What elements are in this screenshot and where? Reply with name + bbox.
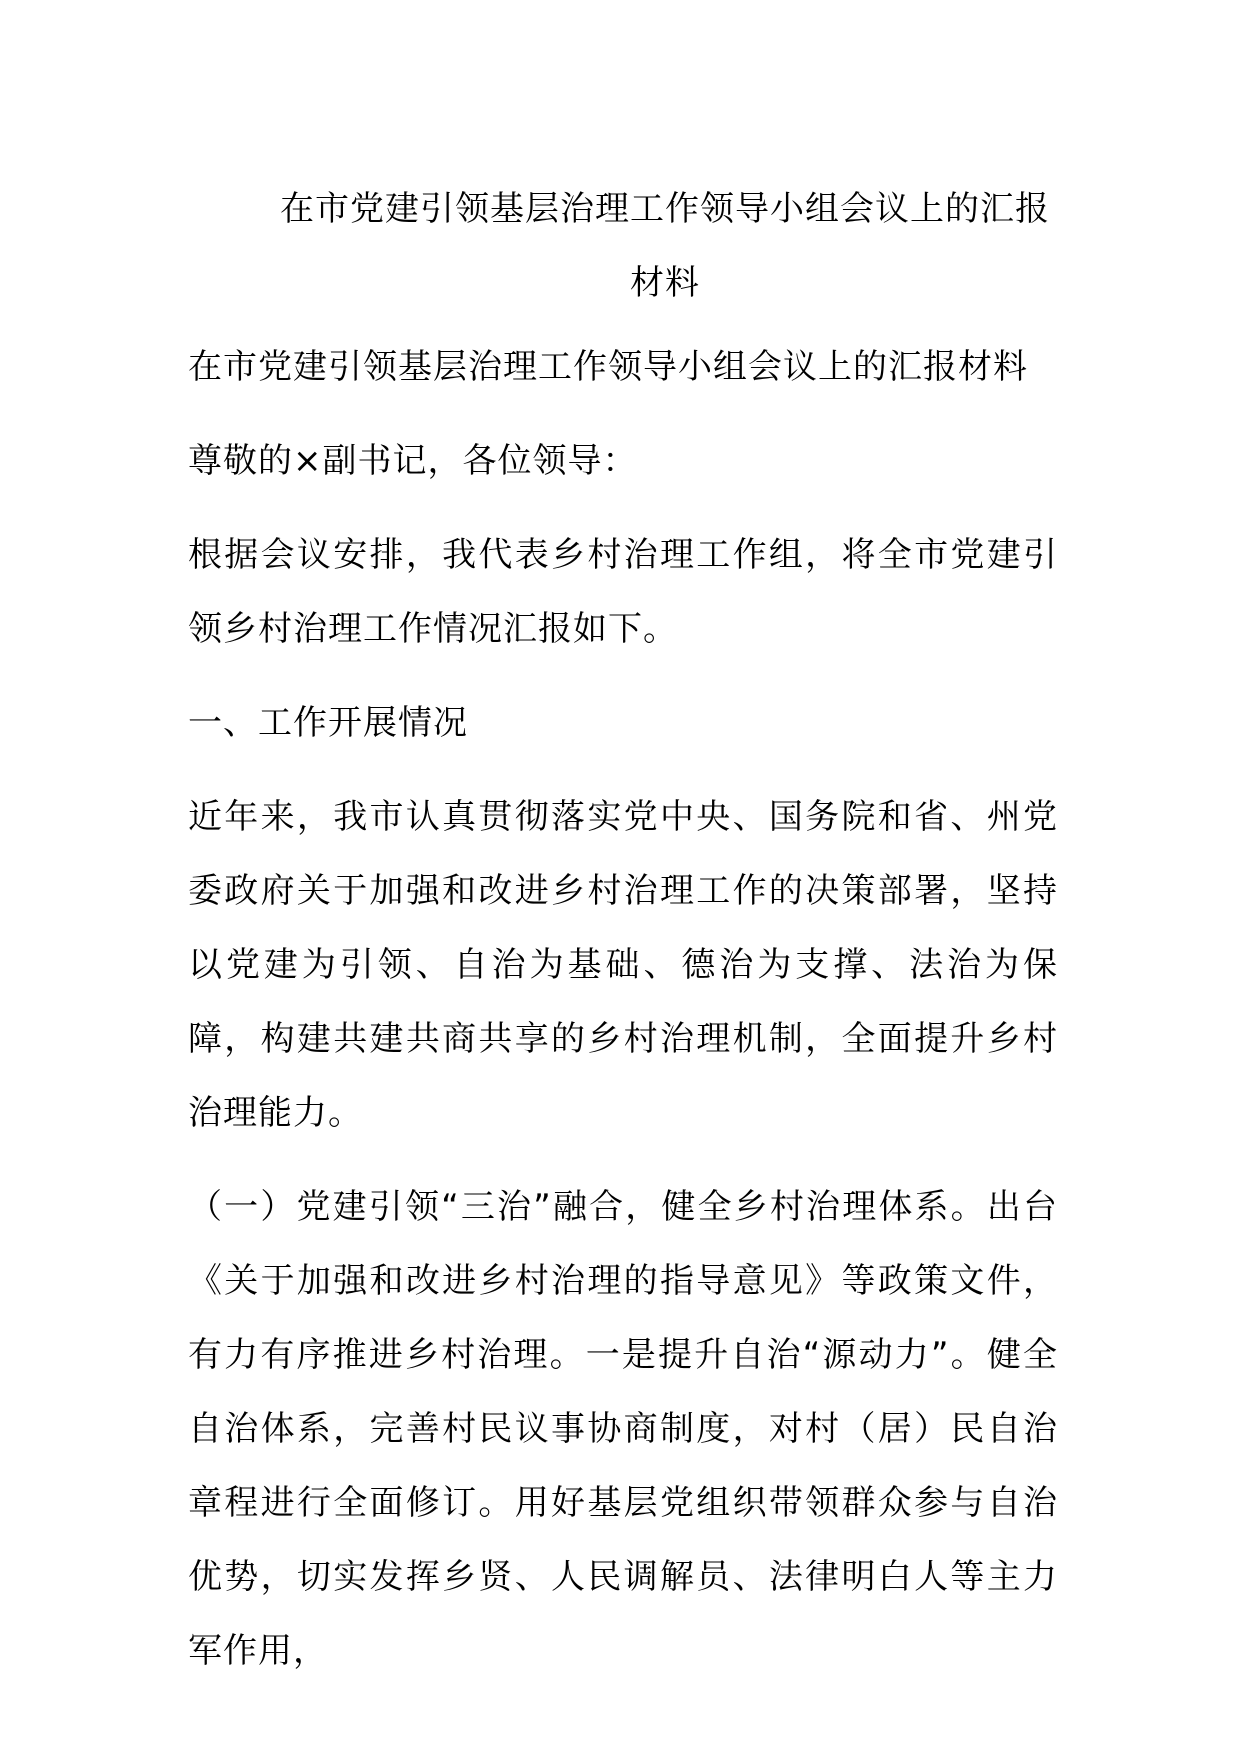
repeated-title-paragraph: 在市党建引领基层治理工作领导小组会议上的汇报材料 [188, 347, 1028, 387]
intro-paragraph: 根据会议安排，我代表乡村治理工作组，将全市党建引领乡村治理工作情况汇报如下。 [188, 535, 1058, 649]
subsection-paragraph: （一）党建引领“三治”融合，健全乡村治理体系。出台《关于加强和改进乡村治理的指导意见》等政策文件，有力有序推进乡村治理。一是提升自治“源动力”。健全自治体系，完善村民议事协商制度，对村（居）民自治章程进行全面修订。用好基层党组织带领群众参与自治优势，切实发挥乡贤、人民调解员、法律明白人等主力军作用， [188, 1187, 1058, 1671]
document-body [188, 330, 1058, 1708]
document-title: 在市党建引领基层治理工作领导小组会议上的汇报材料 [280, 189, 1050, 303]
overview-paragraph: 近年来，我市认真贯彻落实党中央、国务院和省、州党委政府关于加强和改进乡村治理工作的决策部署，坚持以党建为引领、自治为基础、德治为支撑、法治为保障，构建共建共商共享的乡村治理机制，全面提升乡村治理能力。 [188, 797, 1058, 1133]
salutation-paragraph: 尊敬的×副书记，各位领导： [188, 441, 638, 481]
section-heading: 一、工作开展情况 [188, 703, 468, 743]
